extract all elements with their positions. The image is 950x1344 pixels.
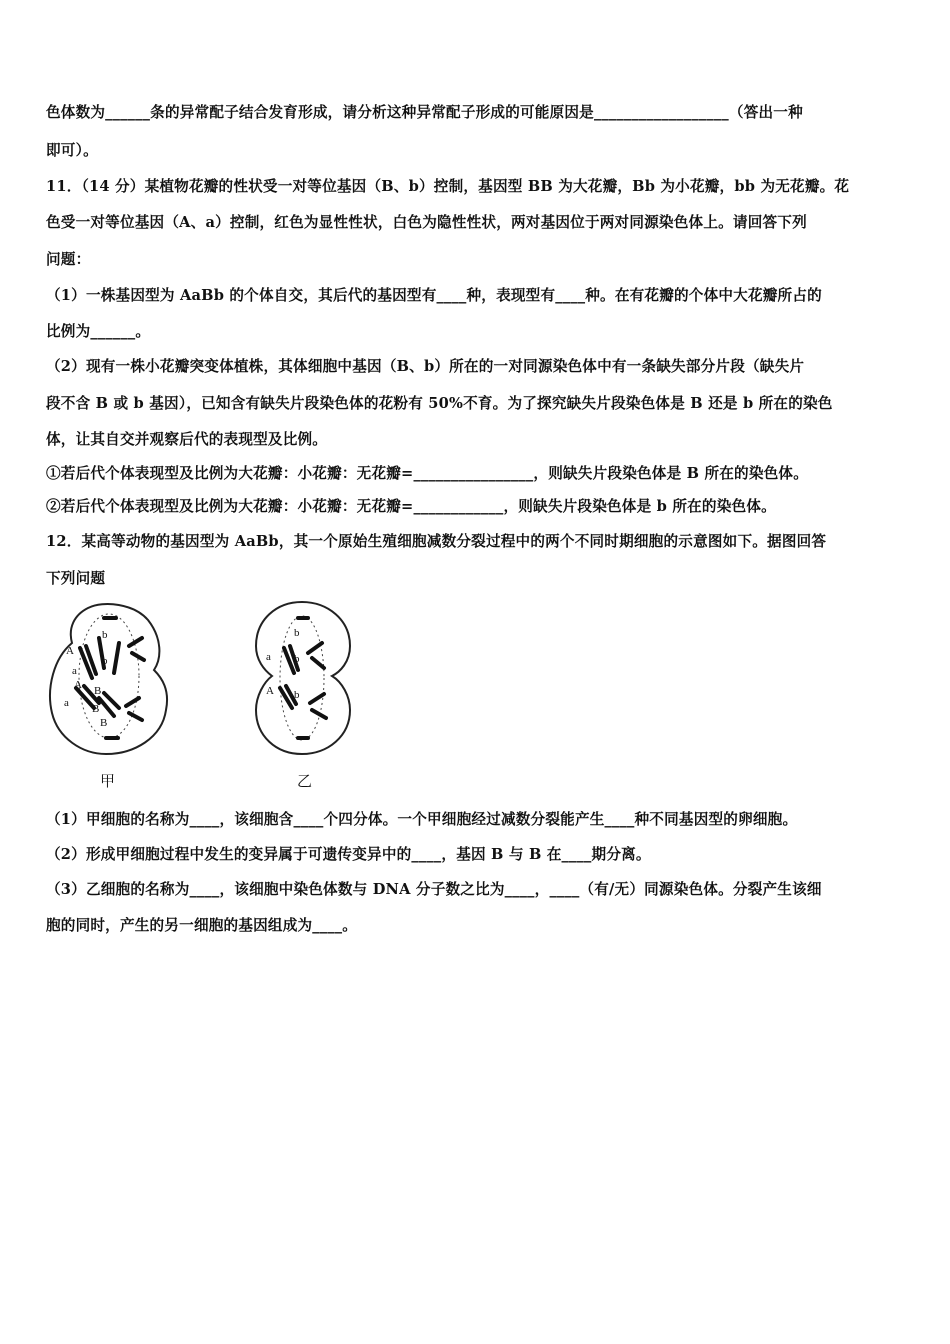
question-11-part-2-cont: 段不含 B 或 b 基因），已知含有缺失片段染色体的花粉有 50%不育。为了探究缺失片段染色体是 B 还是 b 所在的染色 bbox=[46, 395, 833, 412]
question-11-case-1: ①若后代个体表现型及比例为大花瓣：小花瓣：无花瓣=________________，则缺失片段染色体是 B 所在的染色体。 bbox=[46, 465, 809, 482]
cell-jia-diagram bbox=[44, 598, 179, 758]
spindle bbox=[79, 614, 139, 738]
label-B-2: B bbox=[92, 703, 100, 715]
chromosomes bbox=[76, 618, 144, 738]
text-line-2: 即可）。 bbox=[46, 142, 98, 159]
label-b-top: b bbox=[294, 627, 300, 639]
caption-yi: 乙 bbox=[297, 772, 313, 790]
chromosomes-yi bbox=[280, 618, 326, 738]
question-12-part-1: （1）甲细胞的名称为____，该细胞含____个四分体。一个甲细胞经过减数分裂能产生____种不同基因型的卵细胞。 bbox=[46, 811, 798, 828]
question-12-part-3-cont: 胞的同时，产生的另一细胞的基因组成为____。 bbox=[46, 917, 358, 934]
label-B-3: B bbox=[100, 717, 108, 729]
question-12-part-3: （3）乙细胞的名称为____，该细胞中染色体数与 DNA 分子数之比为____，____（有/无）同源染色体。分裂产生该细 bbox=[46, 881, 822, 898]
cell-membrane-yi bbox=[256, 602, 350, 754]
label-a-yi: a bbox=[266, 651, 271, 663]
question-11-part-1: （1）一株基因型为 AaBb 的个体自交，其后代的基因型有____种，表现型有____种。在有花瓣的个体中大花瓣所占的 bbox=[46, 287, 822, 304]
cell-yi-diagram bbox=[250, 598, 360, 758]
question-12-part-2: （2）形成甲细胞过程中发生的变异属于可遗传变异中的____，基因 B 与 B 在____期分离。 bbox=[46, 846, 651, 863]
question-11-stem-3: 问题： bbox=[46, 251, 91, 268]
label-A-2: A bbox=[74, 679, 82, 691]
label-a-2: a bbox=[64, 697, 69, 709]
label-a-1: a bbox=[72, 665, 77, 677]
question-11-case-2: ②若后代个体表现型及比例为大花瓣：小花瓣：无花瓣=____________，则缺失片段染色体是 b 所在的染色体。 bbox=[46, 498, 776, 515]
label-A-1: A bbox=[66, 645, 74, 657]
spindle-yi bbox=[280, 616, 324, 740]
label-B-1: B bbox=[94, 685, 102, 697]
cell-membrane bbox=[50, 604, 167, 754]
text-line-1: 色体数为______条的异常配子结合发育形成，请分析这种异常配子形成的可能原因是__________________（答出一种 bbox=[46, 104, 803, 121]
question-11-stem-2: 色受一对等位基因（A、a）控制，红色为显性性状，白色为隐性性状，两对基因位于两对同源染色体上。请回答下列 bbox=[46, 214, 807, 231]
label-b-1: b bbox=[102, 629, 108, 641]
question-11-part-1-cont: 比例为______。 bbox=[46, 323, 151, 340]
question-12-stem-2: 下列问题 bbox=[46, 570, 106, 587]
caption-jia: 甲 bbox=[100, 772, 116, 790]
question-11-part-2-cont2: 体，让其自交并观察后代的表现型及比例。 bbox=[46, 431, 328, 448]
question-11-stem-1: 11．（14 分）某植物花瓣的性状受一对等位基因（B、b）控制，基因型 BB 为大花瓣，Bb 为小花瓣，bb 为无花瓣。花 bbox=[46, 178, 850, 195]
label-b-low: b bbox=[294, 689, 300, 701]
question-11-part-2: （2）现有一株小花瓣突变体植株，其体细胞中基因（B、b）所在的一对同源染色体中有一条缺失部分片段（缺失片 bbox=[46, 358, 805, 375]
label-A-yi: A bbox=[266, 685, 274, 697]
label-b-2: b bbox=[102, 655, 108, 667]
question-12-stem-1: 12．某高等动物的基因型为 AaBb，其一个原始生殖细胞减数分裂过程中的两个不同时期细胞的示意图如下。据图回答 bbox=[46, 533, 827, 550]
label-b-mid: b bbox=[294, 653, 300, 665]
